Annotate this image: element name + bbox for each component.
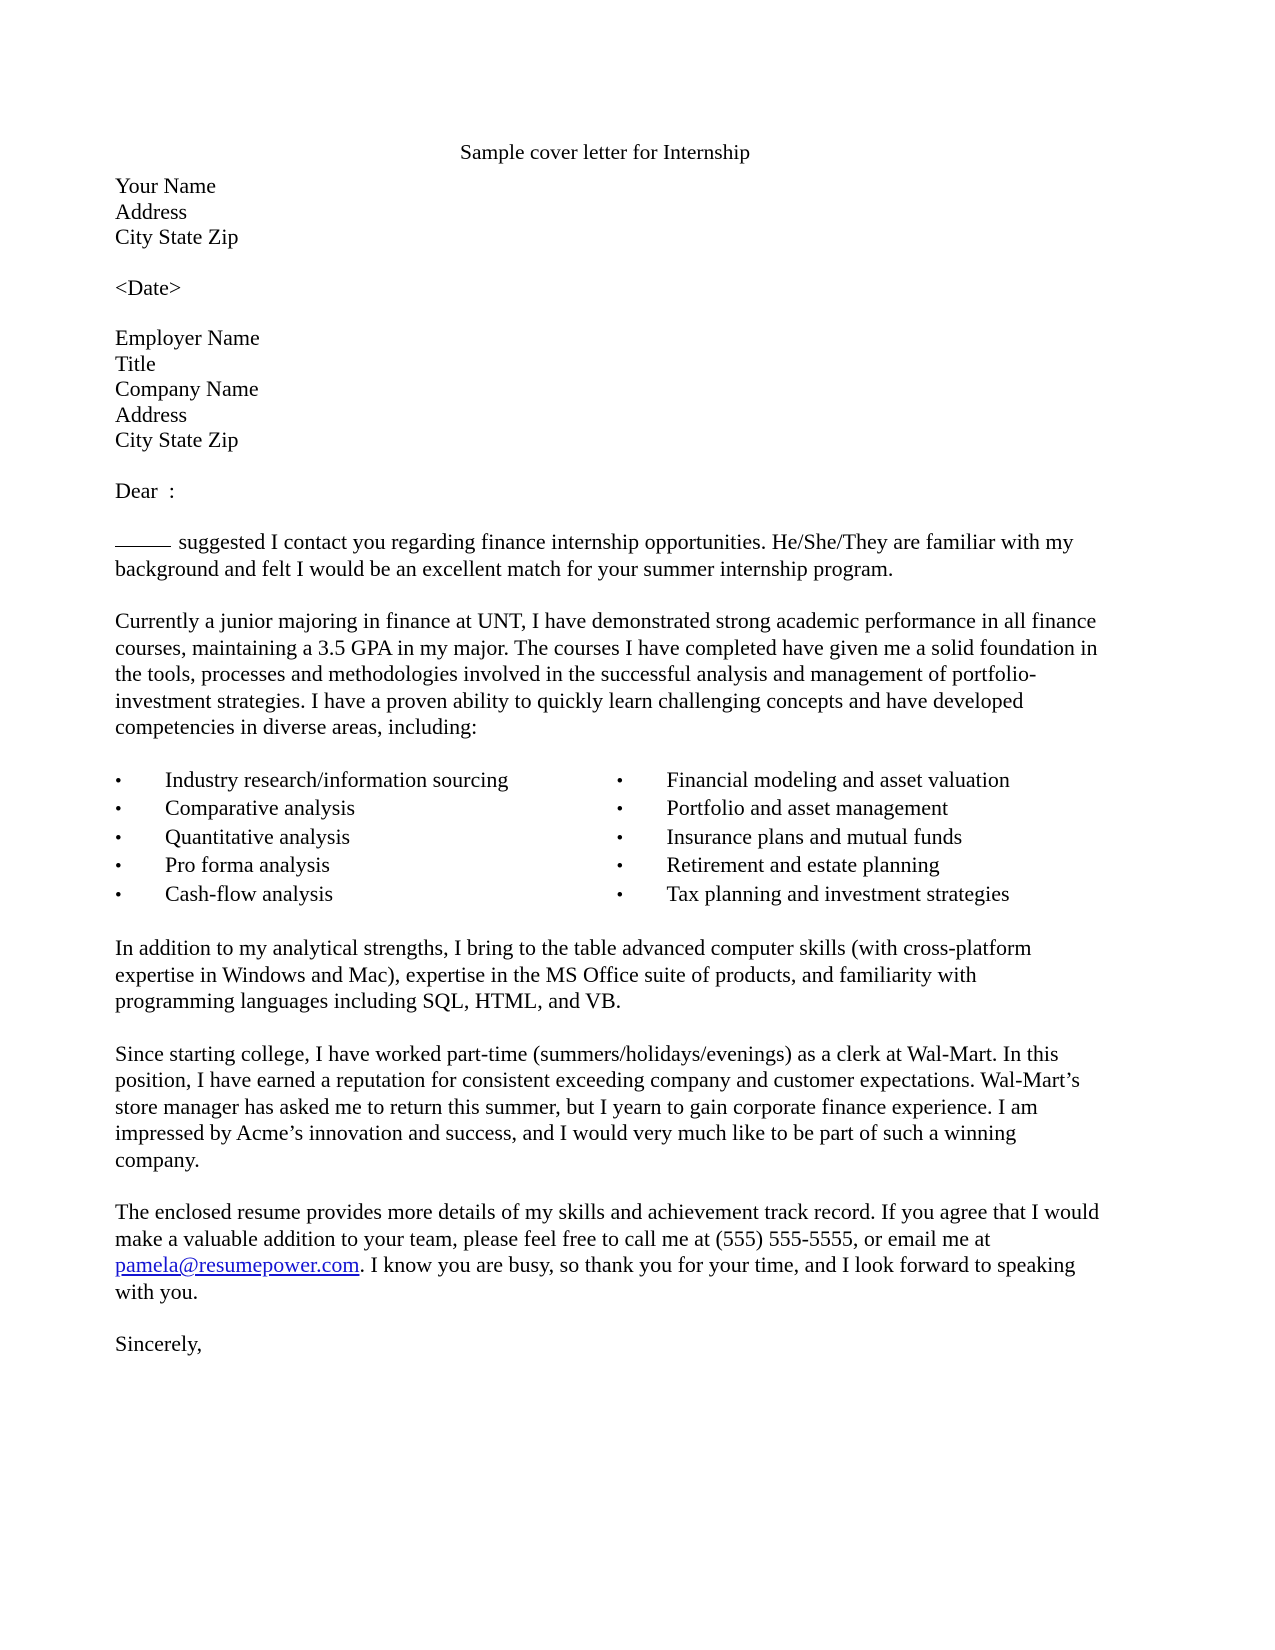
list-item-label: Comparative analysis (165, 795, 356, 821)
bullet-icon: • (115, 827, 122, 849)
call-to-action-text-after-email: . I know you are busy, so thank you for your time, and I look forward to speaking with you. (115, 1252, 1076, 1304)
paragraph-work-experience: Since starting college, I have worked part-time (summers/holidays/evenings) as a clerk at Wal-Mart. In this position, I have earned a reputation for consistent exceeding company and customer expectations. Wal-Mart’s store manager has asked me to return this summer, but I yearn to gain corporate finance experience. I am impressed by Acme’s innovation and success, and I would very much like to be part of such a winning company. (115, 1040, 1080, 1172)
recipient-address: Address (115, 401, 188, 427)
date-placeholder: <Date> (115, 274, 182, 300)
list-item-label: Financial modeling and asset valuation (666, 766, 1010, 792)
spacer-par-2 (115, 741, 1100, 767)
list-item-label: Cash-flow analysis (165, 880, 334, 906)
bullet-icon: • (616, 799, 624, 821)
list-item (115, 767, 599, 796)
list-item-label: Insurance plans and mutual funds (666, 823, 963, 849)
salutation (115, 478, 1100, 504)
list-item (115, 824, 599, 853)
list-item-label: Retirement and estate planning (666, 852, 940, 878)
list-item-label: Portfolio and asset management (666, 795, 949, 821)
spacer-par-5 (115, 1173, 1100, 1199)
recipient-address-block (115, 325, 1100, 453)
salutation-text: Dear : (115, 477, 175, 503)
bullet-icon: • (616, 827, 624, 849)
list-item (115, 881, 599, 910)
recipient-title: Title (115, 350, 156, 376)
bullet-icon: • (115, 770, 122, 792)
sender-address-block (115, 173, 1100, 250)
paragraph-qualifications: Currently a junior majoring in finance at UNT, I have demonstrated strong academic performance in all finance courses, maintaining a 3.5 GPA in my major. The courses I have completed have given me a solid foundation in the tools, processes and methodologies involved in the successful analysis and management of portfolio-investment strategies. I have a proven ability to quickly learn challenging concepts and have developed competencies in diverse areas, including: (115, 608, 1098, 740)
spacer-after-salutation (115, 503, 1100, 529)
paragraph-computer-skills: In addition to my analytical strengths, I bring to the table advanced computer skills (with cross-platform expertise in Windows and Mac), expertise in the MS Office suite of products, and familiarity with programming languages including SQL, HTML, and VB. (115, 935, 1032, 1014)
list-item (617, 881, 1101, 910)
list-item (115, 852, 599, 881)
competencies-right-column (599, 767, 1101, 910)
spacer-par-3 (115, 909, 1100, 935)
spacer-par-6 (115, 1305, 1100, 1331)
sender-city-state-zip: City State Zip (115, 224, 239, 250)
list-item (115, 795, 599, 824)
list-item (617, 852, 1101, 881)
bullet-icon: • (115, 799, 122, 821)
spacer-after-date (115, 300, 1100, 325)
list-item (617, 824, 1101, 853)
list-item-label: Quantitative analysis (165, 823, 351, 849)
email-link[interactable]: pamela@resumepower.com (115, 1252, 360, 1278)
referrer-blank (115, 546, 171, 547)
paragraph-intro-text: suggested I contact you regarding finance internship opportunities. He/She/They are familiar with my background and felt I would be an excellent match for your summer internship program. (115, 529, 1074, 581)
paragraph-call-to-action (115, 1199, 1100, 1305)
competencies-left-column (115, 767, 599, 910)
bullet-icon: • (616, 856, 624, 878)
call-to-action-text-before-email: The enclosed resume provides more details of my skills and achievement track record. If you agree that I would make a valuable addition to your team, please feel free to call me at (555) 555-5555, or email me at (115, 1199, 1100, 1251)
spacer-par-1 (115, 582, 1100, 608)
bullet-icon: • (115, 884, 122, 906)
sender-address: Address (115, 198, 188, 224)
bullet-icon: • (616, 884, 624, 906)
list-item (617, 795, 1101, 824)
competencies-list (115, 767, 1100, 910)
letter-body (115, 140, 1100, 1358)
sender-name: Your Name (115, 173, 217, 199)
bullet-icon: • (115, 856, 122, 878)
date-line (115, 275, 1100, 301)
recipient-city-state-zip: City State Zip (115, 427, 239, 453)
paragraph-intro (115, 529, 1100, 582)
list-item-label: Tax planning and investment strategies (666, 880, 1010, 906)
recipient-company-name: Company Name (115, 376, 259, 402)
list-item-label: Industry research/information sourcing (165, 766, 509, 792)
spacer-after-sender (115, 250, 1100, 275)
list-item-label: Pro forma analysis (165, 852, 330, 878)
spacer-par-4 (115, 1015, 1100, 1041)
bullet-icon: • (616, 770, 624, 792)
recipient-employer-name: Employer Name (115, 325, 260, 351)
spacer-after-recipient (115, 453, 1100, 478)
list-item (617, 767, 1101, 796)
page-title: Sample cover letter for Internship (460, 140, 751, 164)
sign-off: Sincerely, (115, 1331, 203, 1357)
